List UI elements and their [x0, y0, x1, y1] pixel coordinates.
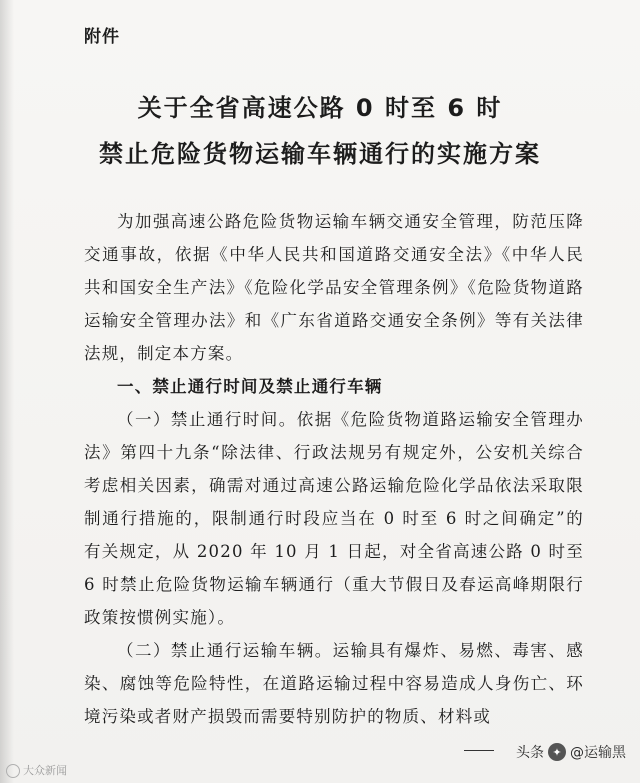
- left-watermark-text: 大众新闻: [23, 764, 67, 777]
- document-title-line1: 关于全省高速公路 0 时至 6 时: [137, 94, 503, 122]
- account-avatar-icon: ✦: [548, 743, 566, 761]
- watermark-logo-icon: [6, 764, 20, 778]
- section1-heading: 一、禁止通行时间及禁止通行车辆: [117, 377, 383, 396]
- paragraph-2: （二）禁止通行运输车辆。运输具有爆炸、易燃、毒害、感染、腐蚀等危险特性，在道路运输过程中容易造成人身伤亡、环境污染或者财产损毁而需要特别防护的物质、材料或: [84, 641, 584, 726]
- document-title-line2: 禁止危险货物运输车辆通行的实施方案: [99, 140, 541, 168]
- intro-paragraph: 为加强高速公路危险货物运输车辆交通安全管理，防范压降交通事故，依据《中华人民共和国道路交通安全法》《中华人民共和国安全生产法》《危险化学品安全管理条例》《危险货物道路运输安全管理办法》和《广东省道路交通安全条例》等有关法律法规，制定本方案。: [84, 212, 584, 363]
- left-watermark: [6, 762, 67, 778]
- watermark-account-name: @运输黑: [570, 745, 626, 761]
- document-body: [84, 205, 584, 733]
- watermark-prefix: 头条: [516, 745, 544, 761]
- page-dash: [464, 750, 494, 751]
- paragraph-1: （一）禁止通行时间。依据《危险货物道路运输安全管理办法》第四十九条“除法律、行政法规另有规定外，公安机关综合考虑相关因素，确需对通过高速公路运输危险化学品依法采取限制通行措施的，限制通行时段应当在 0 时至 6 时之间确定”的有关规定，从 2020 年 10 月 1 日起，对全省高速公路 0 时至 6 时禁止危险货物运输车辆通行（重大节假日及春运高峰期限行政策按惯例实施）。: [84, 410, 584, 627]
- attachment-label: 附件: [84, 27, 120, 47]
- right-watermark: [516, 742, 626, 762]
